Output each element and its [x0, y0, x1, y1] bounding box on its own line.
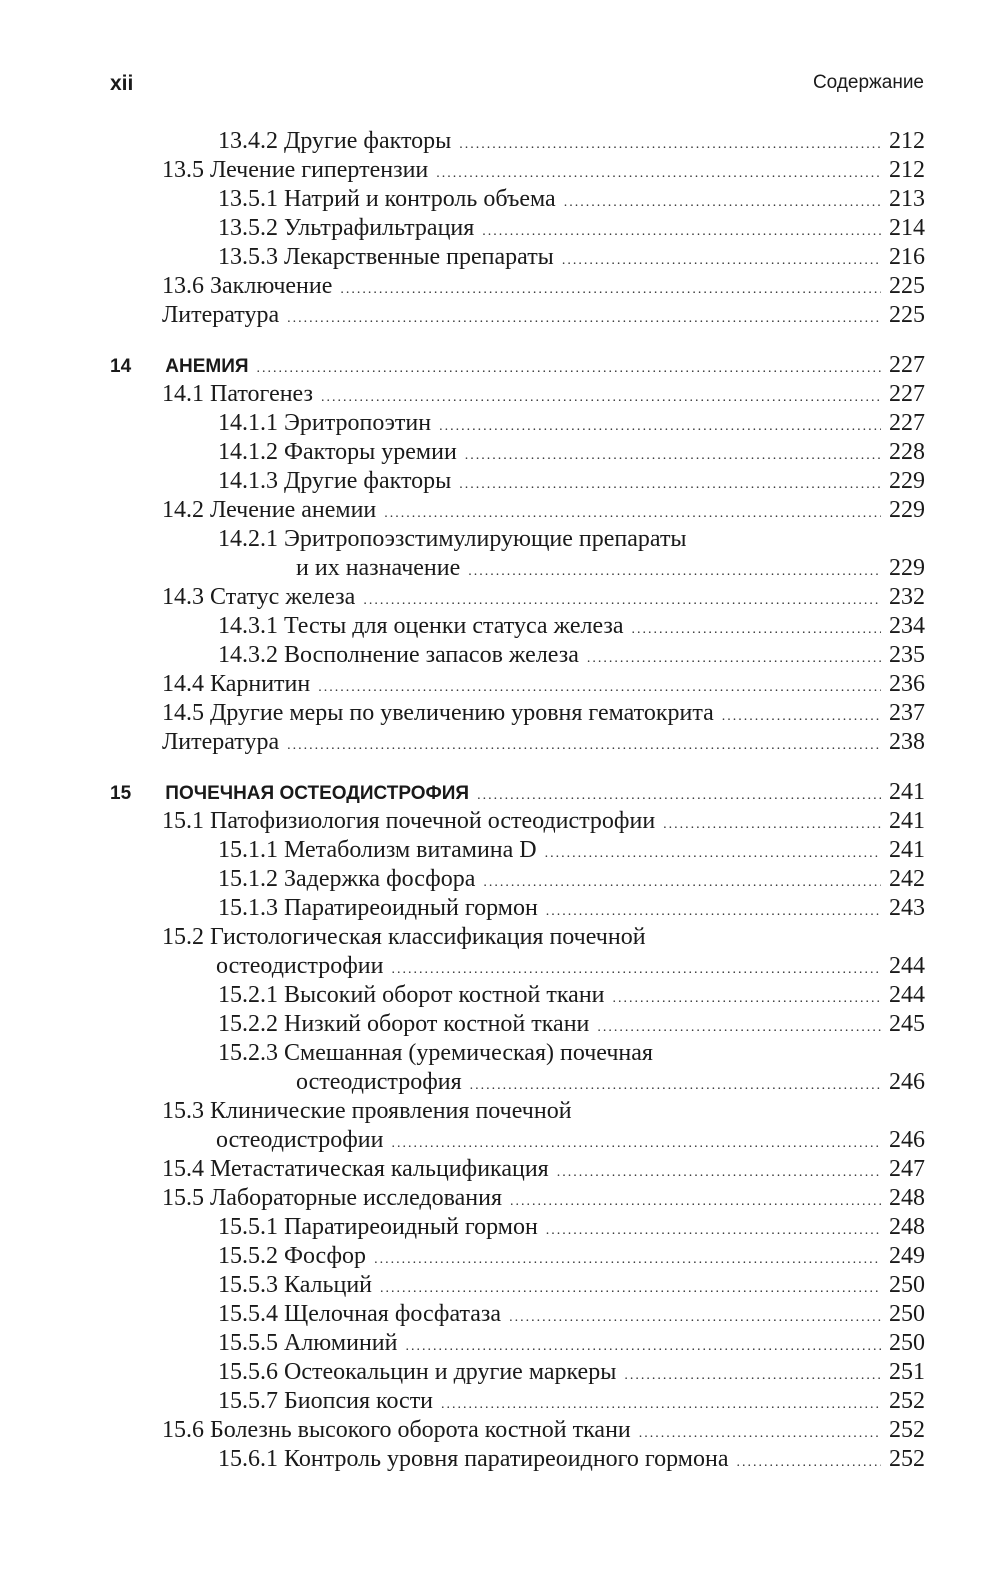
toc-page-number: 248	[889, 1214, 925, 1240]
toc-entry-title: Эритропоэтин	[284, 410, 432, 436]
toc-entry-number: 15.5.2	[218, 1243, 278, 1269]
toc-entry-number: 15.4	[162, 1156, 204, 1182]
toc-entry-title: Восполнение запасов железа	[284, 642, 579, 668]
toc-page-number: 250	[889, 1272, 925, 1298]
toc-entry-text	[218, 1329, 397, 1358]
toc-leader-dots	[510, 1187, 881, 1216]
toc-entry	[110, 699, 925, 728]
toc-leader-dots	[374, 1245, 881, 1274]
toc-page-number: 214	[889, 215, 925, 241]
toc-entry-text	[218, 127, 451, 156]
toc-entry-text	[216, 952, 383, 981]
toc-entry-number: 13.5.2	[218, 215, 278, 241]
toc-entry-text	[162, 496, 376, 525]
toc-entry-title: остеодистрофии	[216, 953, 384, 979]
toc-entry	[110, 1329, 925, 1358]
toc-entry-text	[218, 1358, 616, 1387]
toc-entry-number: 15.2.3	[218, 1040, 278, 1066]
toc-entry	[110, 438, 925, 467]
toc-leader-dots	[257, 354, 881, 383]
toc-page-number: 250	[889, 1330, 925, 1356]
toc-page-number: 252	[889, 1388, 925, 1414]
toc-leader-dots	[562, 246, 881, 275]
toc-entry	[110, 1387, 925, 1416]
toc-page-number: 216	[889, 244, 925, 270]
toc-page-number: 225	[889, 302, 925, 328]
toc-entry-title: Высокий оборот костной ткани	[284, 982, 605, 1008]
toc-page-number: 228	[889, 439, 925, 465]
toc-entry-title: Лечение гипертензии	[210, 157, 429, 183]
toc-page-number: 249	[889, 1243, 925, 1269]
toc-entry-title: Щелочная фосфатаза	[284, 1301, 502, 1327]
toc-entry-text	[218, 526, 687, 552]
toc-entry	[110, 525, 925, 554]
toc-entry	[110, 1184, 925, 1213]
toc-entry	[110, 272, 925, 301]
toc-entry-text	[218, 438, 457, 467]
toc-entry	[110, 641, 925, 670]
toc-entry-title: Ультрафильтрация	[284, 215, 475, 241]
toc-entry-title: Кальций	[284, 1272, 373, 1298]
toc-entry-title: Остеокальцин и другие маркеры	[284, 1359, 617, 1385]
toc-leader-dots	[318, 673, 881, 702]
toc-entry-number: 14.5	[162, 700, 204, 726]
toc-entry-title: Паратиреоидный гормон	[284, 895, 538, 921]
toc-leader-dots	[439, 412, 881, 441]
toc-entry-title: Лечение анемии	[210, 497, 377, 523]
toc-entry-number: 13.4.2	[218, 128, 278, 154]
toc-page-number: 248	[889, 1185, 925, 1211]
toc-entry	[110, 301, 925, 330]
toc-chapter-entry	[110, 778, 925, 807]
toc-entry-title: Тесты для оценки статуса железа	[284, 613, 624, 639]
toc-entry	[110, 1242, 925, 1271]
toc-entry-text	[218, 865, 475, 894]
toc-entry	[110, 981, 925, 1010]
toc-entry-title: Патогенез	[210, 381, 313, 407]
toc-page-number: 246	[889, 1127, 925, 1153]
toc-entry-title: и их назначение	[296, 555, 461, 581]
running-header-title: Содержание	[812, 72, 924, 93]
toc-entry	[110, 1097, 925, 1126]
toc-entry-text	[162, 699, 714, 728]
toc-entry-title: остеодистрофия	[296, 1069, 462, 1095]
toc-entry	[110, 1039, 925, 1068]
toc-leader-dots	[483, 868, 881, 897]
toc-entry	[110, 243, 925, 272]
toc-leader-dots	[509, 1303, 881, 1332]
toc-entry-number: 15.5.1	[218, 1214, 278, 1240]
toc-page-number: 227	[889, 381, 925, 407]
toc-entry-number: 15.1.1	[218, 837, 278, 863]
toc-leader-dots	[639, 1419, 881, 1448]
toc-entry	[110, 1271, 925, 1300]
toc-entry	[110, 1126, 925, 1155]
toc-entry	[110, 923, 925, 952]
toc-entry-text	[218, 1242, 366, 1271]
toc-entry	[110, 214, 925, 243]
toc-entry-title: ПОЧЕЧНАЯ ОСТЕОДИСТРОФИЯ	[165, 783, 470, 804]
toc-chapter-entry	[110, 351, 925, 380]
toc-entry	[110, 127, 925, 156]
toc-page-number: 225	[889, 273, 925, 299]
toc-entry-number: 14	[110, 356, 132, 377]
toc-entry-title: Другие факторы	[284, 128, 452, 154]
toc-page-number: 227	[889, 352, 925, 378]
toc-entry	[110, 807, 925, 836]
toc-page-number: 212	[889, 128, 925, 154]
toc-leader-dots	[587, 644, 881, 673]
toc-entry-number: 14.3.1	[218, 613, 278, 639]
toc-entry-text	[162, 670, 310, 699]
toc-entry-text	[162, 1184, 502, 1213]
toc-entry-text	[218, 467, 451, 496]
toc-leader-dots	[663, 810, 881, 839]
toc-entry	[110, 1010, 925, 1039]
toc-entry-title: Лабораторные исследования	[210, 1185, 503, 1211]
toc-entry-title: Контроль уровня паратиреоидного гормона	[284, 1446, 729, 1472]
toc-entry-title: АНЕМИЯ	[165, 356, 249, 377]
toc-leader-dots	[441, 1390, 881, 1419]
toc-entry-number: 15.5	[162, 1185, 204, 1211]
toc-entry	[110, 1213, 925, 1242]
toc-entry-number: 15.5.5	[218, 1330, 278, 1356]
toc-entry	[110, 380, 925, 409]
toc-page-number: 241	[889, 837, 925, 863]
toc-entry-title: Алюминий	[284, 1330, 398, 1356]
toc-leader-dots	[287, 304, 881, 333]
toc-entry	[110, 156, 925, 185]
toc-entry	[110, 409, 925, 438]
toc-leader-dots	[597, 1013, 881, 1042]
toc-entry-number: 15.1.2	[218, 866, 278, 892]
toc-entry-title: Другие факторы	[284, 468, 452, 494]
toc-leader-dots	[459, 130, 881, 159]
toc-page-number: 232	[889, 584, 925, 610]
toc-entry-text	[218, 1445, 728, 1474]
toc-entry-title: Гистологическая классификация почечной	[210, 924, 646, 950]
toc-leader-dots	[477, 781, 881, 810]
toc-entry	[110, 554, 925, 583]
toc-page-number: 245	[889, 1011, 925, 1037]
toc-leader-dots	[340, 275, 881, 304]
toc-page-number: 251	[889, 1359, 925, 1385]
toc-leader-dots	[564, 188, 881, 217]
toc-leader-dots	[624, 1361, 881, 1390]
toc-entry-number: 13.5.1	[218, 186, 278, 212]
toc-entry-title: Патофизиология почечной остеодистрофии	[210, 808, 656, 834]
toc-page-number: 252	[889, 1446, 925, 1472]
toc-entry-text	[110, 779, 469, 808]
toc-entry	[110, 185, 925, 214]
toc-entry-title: Паратиреоидный гормон	[284, 1214, 538, 1240]
toc-entry-title: Факторы уремии	[284, 439, 457, 465]
toc-entry-text	[162, 1416, 631, 1445]
toc-entry-text	[218, 612, 624, 641]
toc-entry-text	[162, 1155, 549, 1184]
toc-leader-dots	[482, 217, 881, 246]
toc-leader-dots	[380, 1274, 881, 1303]
toc-entry-title: Заключение	[210, 273, 333, 299]
toc-entry-number: 14.3.2	[218, 642, 278, 668]
toc-entry-title: Карнитин	[210, 671, 311, 697]
toc-page-number: 244	[889, 953, 925, 979]
toc-page-number: 252	[889, 1417, 925, 1443]
toc-entry	[110, 1358, 925, 1387]
toc-entry-text	[296, 1068, 462, 1097]
toc-entry-text	[218, 981, 605, 1010]
toc-entry-title: Статус железа	[210, 584, 356, 610]
toc-entry-number: 15.1	[162, 808, 204, 834]
toc-entry	[110, 583, 925, 612]
toc-entry-text	[218, 641, 579, 670]
toc-entry-text	[162, 1098, 572, 1124]
toc-page-number: 213	[889, 186, 925, 212]
toc-entry-text	[218, 409, 431, 438]
toc-leader-dots	[405, 1332, 881, 1361]
toc-entry-title: Литература	[162, 729, 280, 755]
toc-entry-title: Лекарственные препараты	[284, 244, 554, 270]
toc-entry-text	[162, 807, 655, 836]
toc-entry-text	[216, 1126, 383, 1155]
toc-entry	[110, 467, 925, 496]
toc-leader-dots	[557, 1158, 881, 1187]
toc-page-number: 241	[889, 808, 925, 834]
toc-entry	[110, 612, 925, 641]
toc-entry-number: 14.2.1	[218, 526, 278, 552]
toc-entry-number: 15.2.1	[218, 982, 278, 1008]
toc-entry-title: Эритропоэзстимулирующие препараты	[284, 526, 687, 552]
toc-entry-number: 15.2.2	[218, 1011, 278, 1037]
toc-entry-title: остеодистрофии	[216, 1127, 384, 1153]
toc-page-number: 234	[889, 613, 925, 639]
toc-leader-dots	[391, 955, 881, 984]
toc-entry-text	[162, 728, 279, 757]
toc-entry-text	[162, 301, 279, 330]
toc-entry	[110, 1300, 925, 1329]
toc-entry-number: 14.3	[162, 584, 204, 610]
toc-entry-title: Болезнь высокого оборота костной ткани	[210, 1417, 631, 1443]
toc-entry	[110, 1068, 925, 1097]
toc-entry-text	[218, 1040, 653, 1066]
toc-leader-dots	[465, 441, 881, 470]
toc-entry	[110, 1445, 925, 1474]
toc-entry	[110, 1416, 925, 1445]
toc-entry-text	[218, 1271, 372, 1300]
toc-entry-number: 15.6.1	[218, 1446, 278, 1472]
toc-leader-dots	[546, 897, 881, 926]
table-of-contents	[110, 127, 925, 1474]
toc-entry-text	[218, 1300, 501, 1329]
toc-entry-text	[218, 1010, 589, 1039]
toc-entry-text	[218, 894, 538, 923]
toc-entry-number: 14.4	[162, 671, 204, 697]
toc-entry-text	[218, 836, 537, 865]
toc-page-number: 244	[889, 982, 925, 1008]
toc-entry-number: 14.1.3	[218, 468, 278, 494]
toc-entry-number: 15.2	[162, 924, 204, 950]
toc-leader-dots	[321, 383, 881, 412]
toc-leader-dots	[470, 1071, 881, 1100]
toc-page-number: 227	[889, 410, 925, 436]
toc-entry	[110, 1155, 925, 1184]
toc-entry-title: Метастатическая кальцификация	[210, 1156, 549, 1182]
toc-entry	[110, 728, 925, 757]
toc-entry-text	[162, 924, 646, 950]
toc-leader-dots	[363, 586, 881, 615]
toc-entry-number: 15.5.3	[218, 1272, 278, 1298]
toc-entry-text	[162, 583, 355, 612]
toc-entry-number: 15.6	[162, 1417, 204, 1443]
toc-entry-text	[218, 1387, 433, 1416]
toc-entry-number: 15	[110, 783, 132, 804]
toc-entry-title: Задержка фосфора	[284, 866, 476, 892]
toc-page-number: 242	[889, 866, 925, 892]
toc-entry-text	[218, 1213, 538, 1242]
toc-entry-title: Низкий оборот костной ткани	[284, 1011, 590, 1037]
toc-page-number: 246	[889, 1069, 925, 1095]
toc-entry-number: 15.1.3	[218, 895, 278, 921]
toc-entry-title: Натрий и контроль объема	[284, 186, 556, 212]
toc-entry-number: 15.3	[162, 1098, 204, 1124]
toc-leader-dots	[436, 159, 881, 188]
toc-entry	[110, 894, 925, 923]
toc-leader-dots	[468, 557, 881, 586]
toc-page-number: 236	[889, 671, 925, 697]
toc-leader-dots	[613, 984, 881, 1013]
toc-page-number: 238	[889, 729, 925, 755]
toc-entry-number: 14.1	[162, 381, 204, 407]
toc-entry-number: 15.5.6	[218, 1359, 278, 1385]
toc-page-number: 247	[889, 1156, 925, 1182]
toc-entry-text	[218, 243, 554, 272]
toc-entry-text	[218, 185, 556, 214]
toc-entry-text	[162, 156, 428, 185]
toc-page-number: 229	[889, 497, 925, 523]
toc-page-number: 237	[889, 700, 925, 726]
toc-page-number: 235	[889, 642, 925, 668]
toc-entry-number: 15.5.4	[218, 1301, 278, 1327]
toc-entry	[110, 836, 925, 865]
toc-entry-number: 15.5.7	[218, 1388, 278, 1414]
toc-leader-dots	[546, 1216, 881, 1245]
toc-entry-text	[218, 214, 474, 243]
toc-entry-text	[162, 272, 332, 301]
toc-entry-title: Биопсия кости	[284, 1388, 434, 1414]
toc-entry-number: 13.6	[162, 273, 204, 299]
toc-entry-title: Смешанная (уремическая) почечная	[284, 1040, 653, 1066]
toc-entry-number: 13.5.3	[218, 244, 278, 270]
toc-leader-dots	[545, 839, 881, 868]
toc-entry-title: Другие меры по увеличению уровня гематокрита	[210, 700, 714, 726]
toc-leader-dots	[632, 615, 881, 644]
toc-entry-number: 14.1.1	[218, 410, 278, 436]
toc-entry	[110, 670, 925, 699]
toc-entry	[110, 952, 925, 981]
toc-entry-number: 13.5	[162, 157, 204, 183]
toc-leader-dots	[391, 1129, 881, 1158]
toc-entry-text	[162, 380, 313, 409]
toc-page-number: 241	[889, 779, 925, 805]
toc-entry	[110, 865, 925, 894]
toc-leader-dots	[384, 499, 881, 528]
toc-leader-dots	[722, 702, 881, 731]
toc-entry-title: Метаболизм витамина D	[284, 837, 537, 863]
toc-entry-number: 14.2	[162, 497, 204, 523]
toc-entry-title: Литература	[162, 302, 280, 328]
toc-leader-dots	[287, 731, 881, 760]
page-number: xii	[110, 72, 134, 95]
toc-page-number: 229	[889, 468, 925, 494]
toc-page-number: 212	[889, 157, 925, 183]
toc-entry-text	[110, 352, 249, 381]
toc-page-number: 243	[889, 895, 925, 921]
toc-entry	[110, 496, 925, 525]
toc-entry-number: 14.1.2	[218, 439, 278, 465]
toc-entry-text	[296, 554, 460, 583]
toc-leader-dots	[459, 470, 881, 499]
toc-page-number: 250	[889, 1301, 925, 1327]
toc-page-number: 229	[889, 555, 925, 581]
toc-entry-title: Фосфор	[284, 1243, 367, 1269]
toc-entry-title: Клинические проявления почечной	[210, 1098, 572, 1124]
toc-leader-dots	[736, 1448, 881, 1477]
